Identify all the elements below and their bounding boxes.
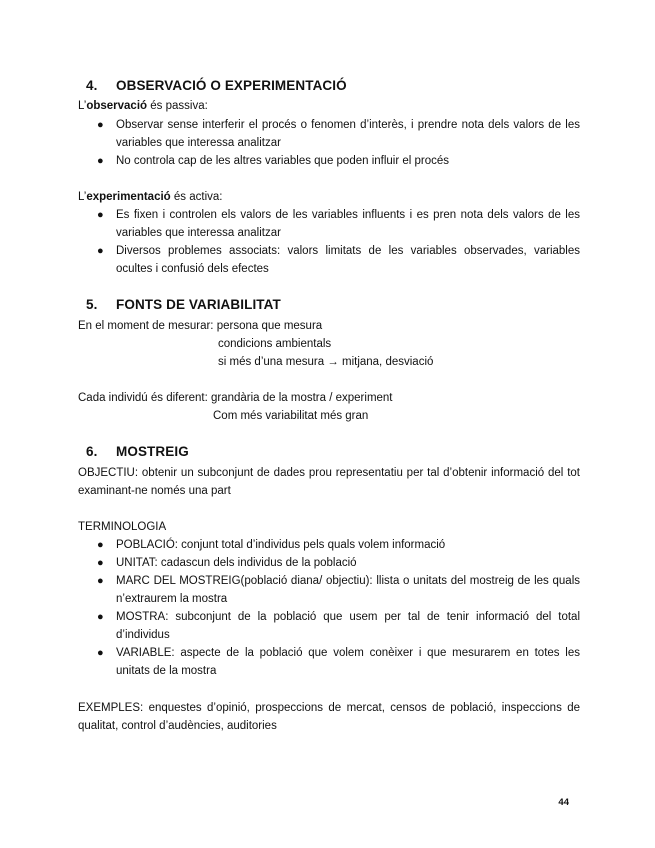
moment-line-1: En el moment de mesurar: persona que mesura [78,320,323,332]
list-item-text: Observar sense interferir el procés o fenomen d’interès, i prendre nota dels valors de les variables que interessa analitzar [116,119,580,149]
observacio-intro-suffix: és passiva: [147,100,208,112]
bullet-icon: ● [97,245,104,257]
list-item-text: UNITAT: cadascun dels individus de la població [116,557,357,569]
terminologia-label: TERMINOLOGIA [78,521,167,533]
experimentacio-term: experimentació [86,191,171,203]
list-item [78,644,580,680]
list-item [78,242,580,278]
list-item [78,572,580,608]
list-item [78,206,580,242]
document-page [78,0,580,848]
list-item [78,554,580,572]
objectiu-paragraph: OBJECTIU: obtenir un subconjunt de dades prou representatiu per tal d’obtenir informació del tot examinant-ne només una part [78,467,580,497]
observacio-intro [78,97,580,115]
bullet-icon: ● [97,611,104,623]
observacio-term: observació [86,100,148,112]
list-item [78,152,580,170]
section-6-heading [86,443,189,461]
list-item [78,116,580,152]
section-6-title: MOSTREIG [116,444,189,459]
section-4-heading [86,77,347,95]
experimentacio-intro [78,188,580,206]
experimentacio-intro-suffix: és activa: [170,191,223,203]
section-6-number: 6. [86,444,98,459]
bullet-icon: ● [97,557,104,569]
list-item [78,536,580,554]
experimentacio-intro-prefix: L’ [78,191,87,203]
observacio-intro-prefix: L’ [78,100,87,112]
section-5-number: 5. [86,297,98,312]
experimentacio-bullet-list [78,206,580,278]
moment-line-3: si més d’una mesura → mitjana, desviació [218,356,434,368]
section-4-number: 4. [86,78,98,93]
list-item [78,608,580,644]
list-item-text: MARC DEL MOSTREIG(població diana/ objectiu): llista o unitats del mostreig de les quals n’extraurem la mostra [116,575,580,605]
list-item-text: MOSTRA: subconjunt de la població que usem per tal de tenir informació del total d’individus [116,611,580,641]
moment-line-2: condicions ambientals [218,338,332,350]
list-item-text: No controla cap de les altres variables que poden influir el procés [116,155,450,167]
individu-line-2: Com més variabilitat més gran [213,410,369,422]
page-number: 44 [558,797,569,808]
observacio-bullet-list [78,116,580,170]
section-4-title: OBSERVACIÓ O EXPERIMENTACIÓ [116,78,347,93]
bullet-icon: ● [97,647,104,659]
list-item-text: Es fixen i controlen els valors de les variables influents i es pren nota dels valors de les variables que interessa analitzar [116,209,580,239]
exemples-paragraph: EXEMPLES: enquestes d’opinió, prospeccions de mercat, censos de població, inspeccions de qualitat, control d’audències, auditories [78,702,580,732]
bullet-icon: ● [97,119,104,131]
bullet-icon: ● [97,209,104,221]
terminologia-bullet-list [78,536,580,680]
bullet-icon: ● [97,575,104,587]
bullet-icon: ● [97,539,104,551]
individu-line-1: Cada individú és diferent: grandària de la mostra / experiment [78,392,393,404]
list-item-text: VARIABLE: aspecte de la població que volem conèixer i que mesurarem en totes les unitats de la mostra [116,647,580,677]
section-5-title: FONTS DE VARIABILITAT [116,297,281,312]
section-5-heading [86,296,281,314]
list-item-text: Diversos problemes associats: valors limitats de les variables observades, variables ocultes i confusió dels efectes [116,245,580,275]
list-item-text: POBLACIÓ: conjunt total d’individus pels quals volem informació [116,539,446,551]
bullet-icon: ● [97,155,104,167]
